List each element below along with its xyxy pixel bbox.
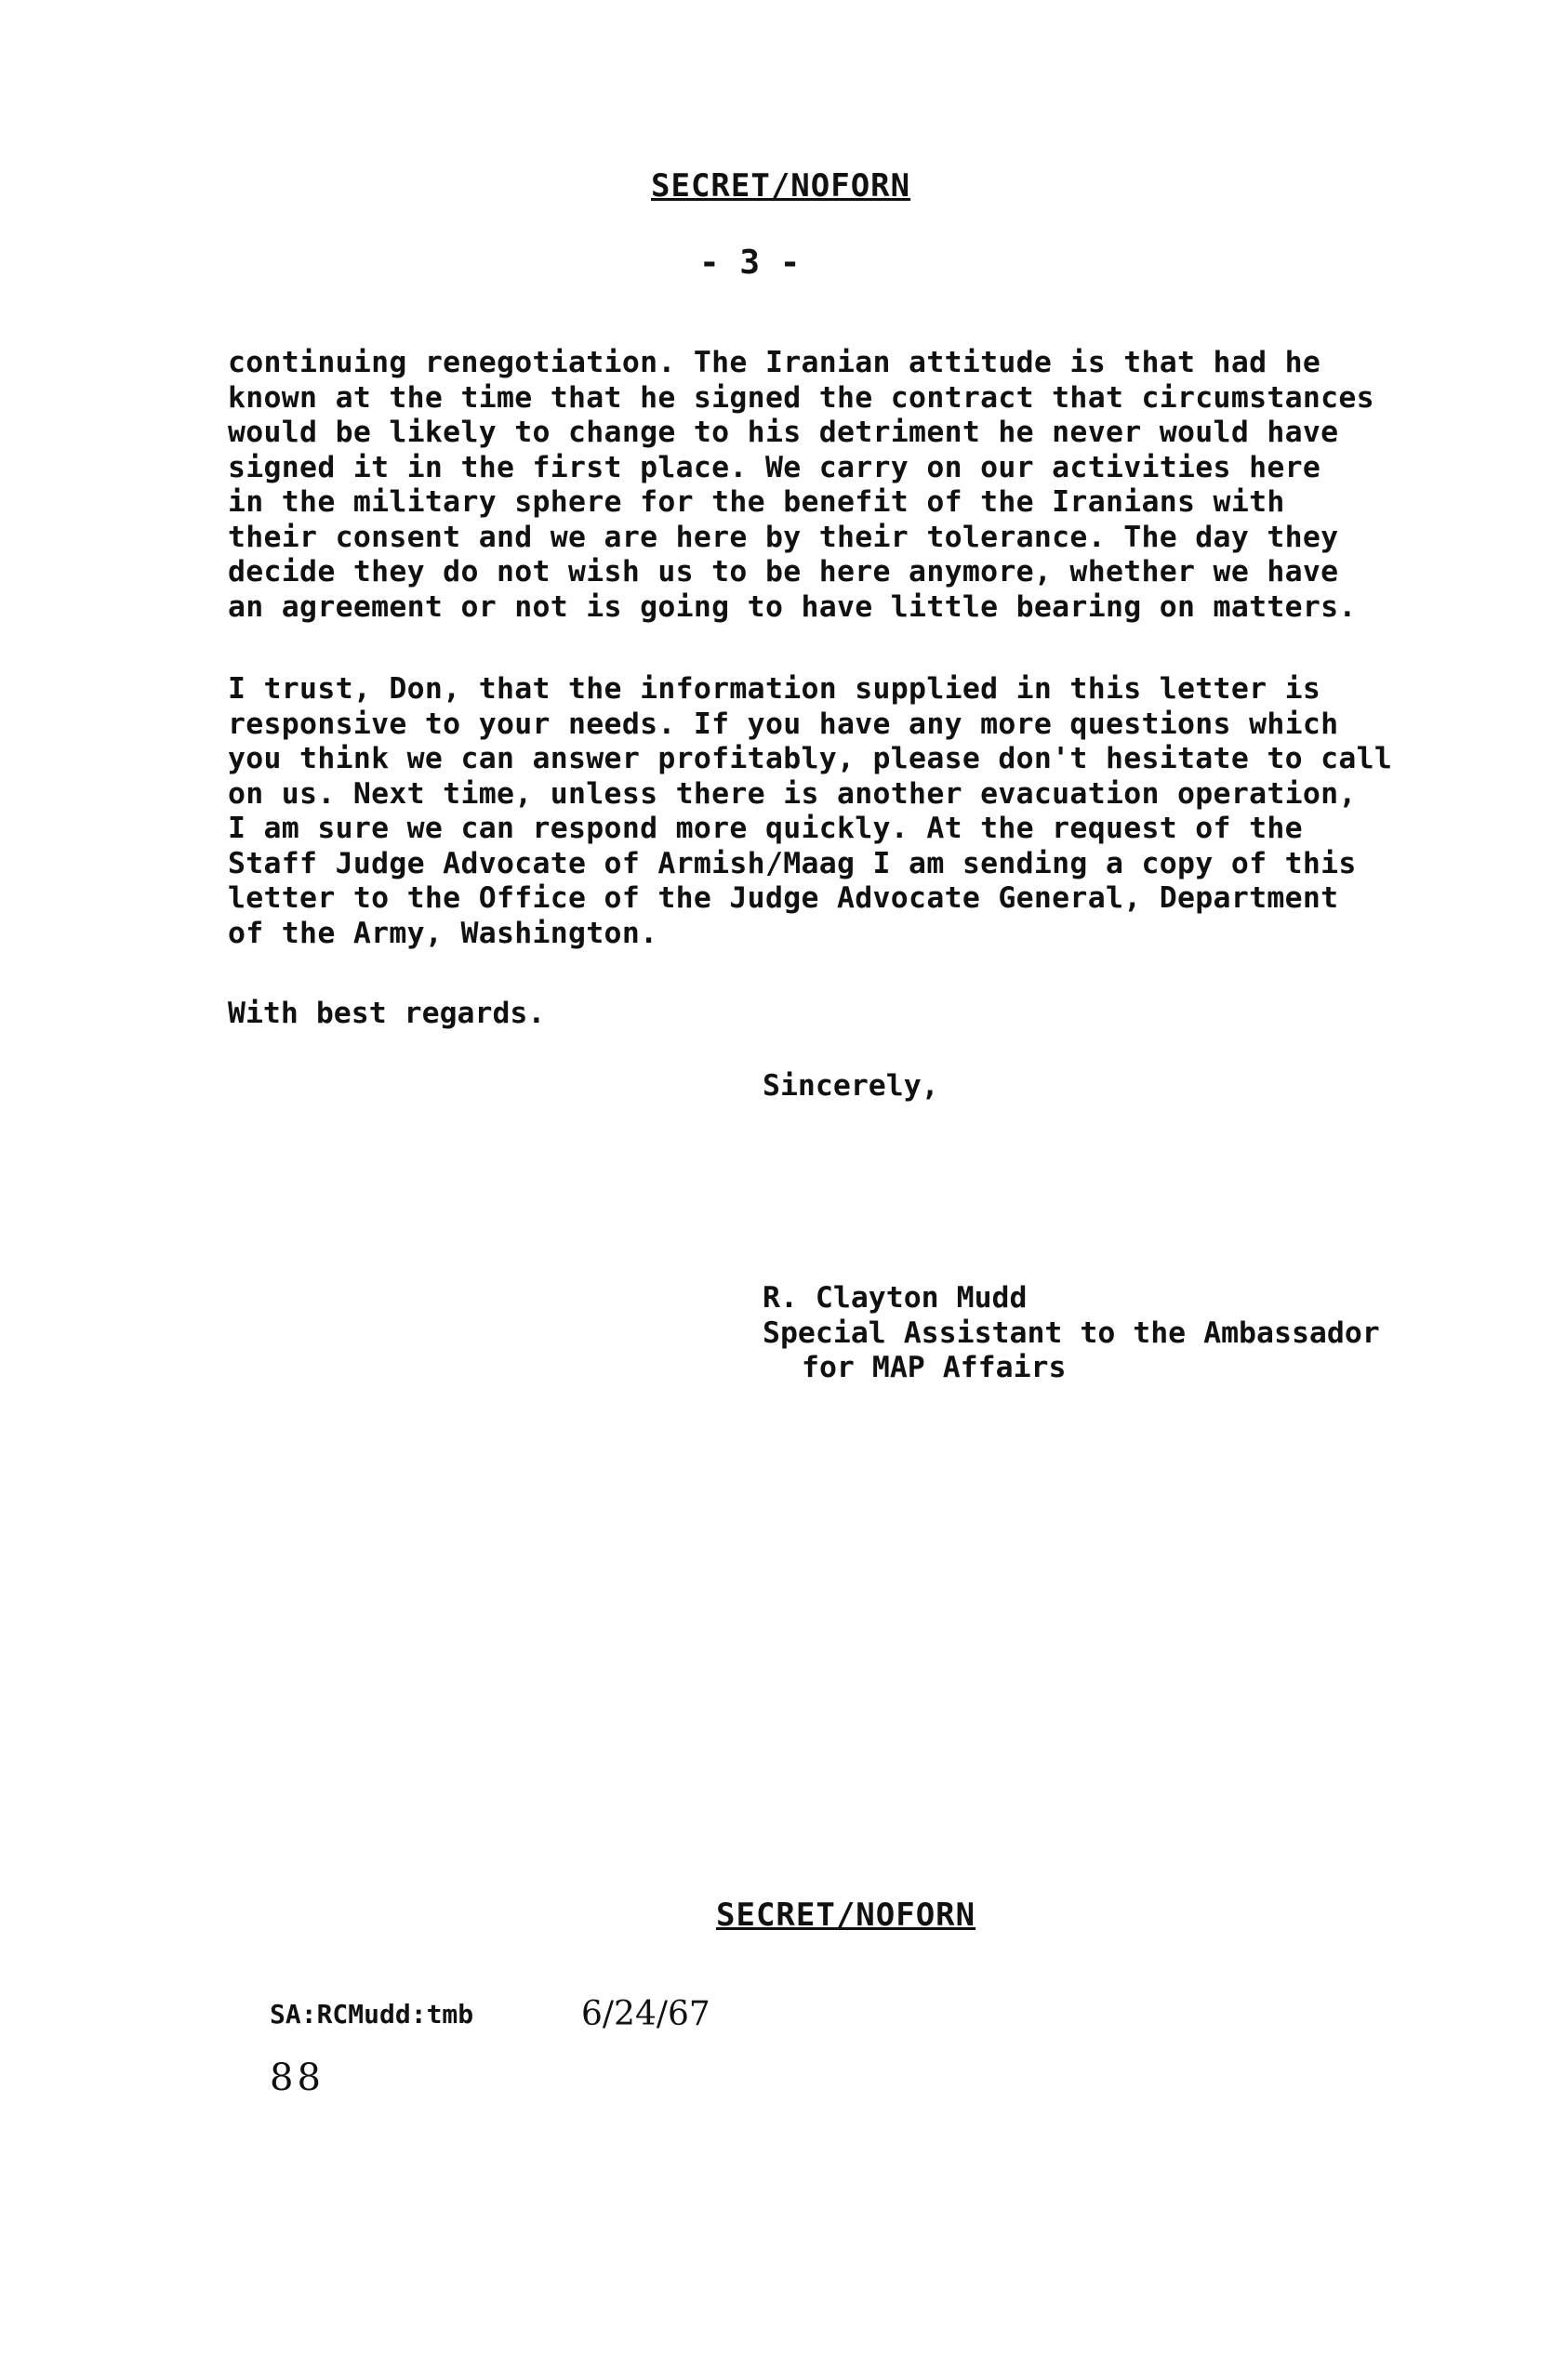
paragraph-line: signed it in the first place. We carry on our activities here (228, 450, 1321, 484)
drafter-initials: SA:RCMudd:tmb (270, 1999, 474, 2030)
paragraph-line: their consent and we are here by their tolerance. The day they (228, 520, 1339, 554)
body-paragraph-2 (228, 672, 1393, 951)
paragraph-line: of the Army, Washington. (228, 916, 658, 950)
signature-block (763, 1281, 1380, 1386)
paragraph-line: on us. Next time, unless there is another evacuation operation, (228, 776, 1357, 811)
paragraph-line: I am sure we can respond more quickly. At the request of the (228, 812, 1303, 845)
paragraph-line: responsive to your needs. If you have any more questions which (228, 707, 1339, 741)
signer-title: Special Assistant to the Ambassador (763, 1316, 1380, 1350)
paragraph-line: decide they do not wish us to be here anymore, whether we have (228, 555, 1339, 588)
paragraph-line: in the military sphere for the benefit of the Iranians with (228, 485, 1285, 519)
signer-name: R. Clayton Mudd (763, 1281, 1028, 1315)
page-number: - 3 - (699, 244, 801, 282)
closing-greeting: With best regards. (228, 997, 546, 1030)
paragraph-line: known at the time that he signed the contract that circumstances (228, 380, 1374, 415)
paragraph-line: an agreement or not is going to have little bearing on matters. (228, 589, 1357, 624)
paragraph-line: continuing renegotiation. The Iranian attitude is that had he (228, 346, 1321, 379)
classification-header: SECRET/NOFORN (651, 167, 911, 205)
classification-footer: SECRET/NOFORN (716, 1897, 976, 1934)
paragraph-line: you think we can answer profitably, please don't hesitate to call (228, 742, 1393, 775)
paragraph-line: Staff Judge Advocate of Armish/Maag I am sending a copy of this (228, 846, 1357, 880)
document-number: 88 (270, 2056, 325, 2099)
paragraph-line: I trust, Don, that the information supplied in this letter is (228, 672, 1321, 706)
paragraph-line: letter to the Office of the Judge Advocate General, Department (228, 881, 1339, 915)
signer-title-continued: for MAP Affairs (802, 1351, 1067, 1384)
body-paragraph-1 (228, 346, 1381, 625)
sign-off: Sincerely, (763, 1069, 939, 1103)
paragraph-line: would be likely to change to his detriment he never would have (228, 416, 1339, 449)
drafted-date: 6/24/67 (581, 1995, 710, 2033)
